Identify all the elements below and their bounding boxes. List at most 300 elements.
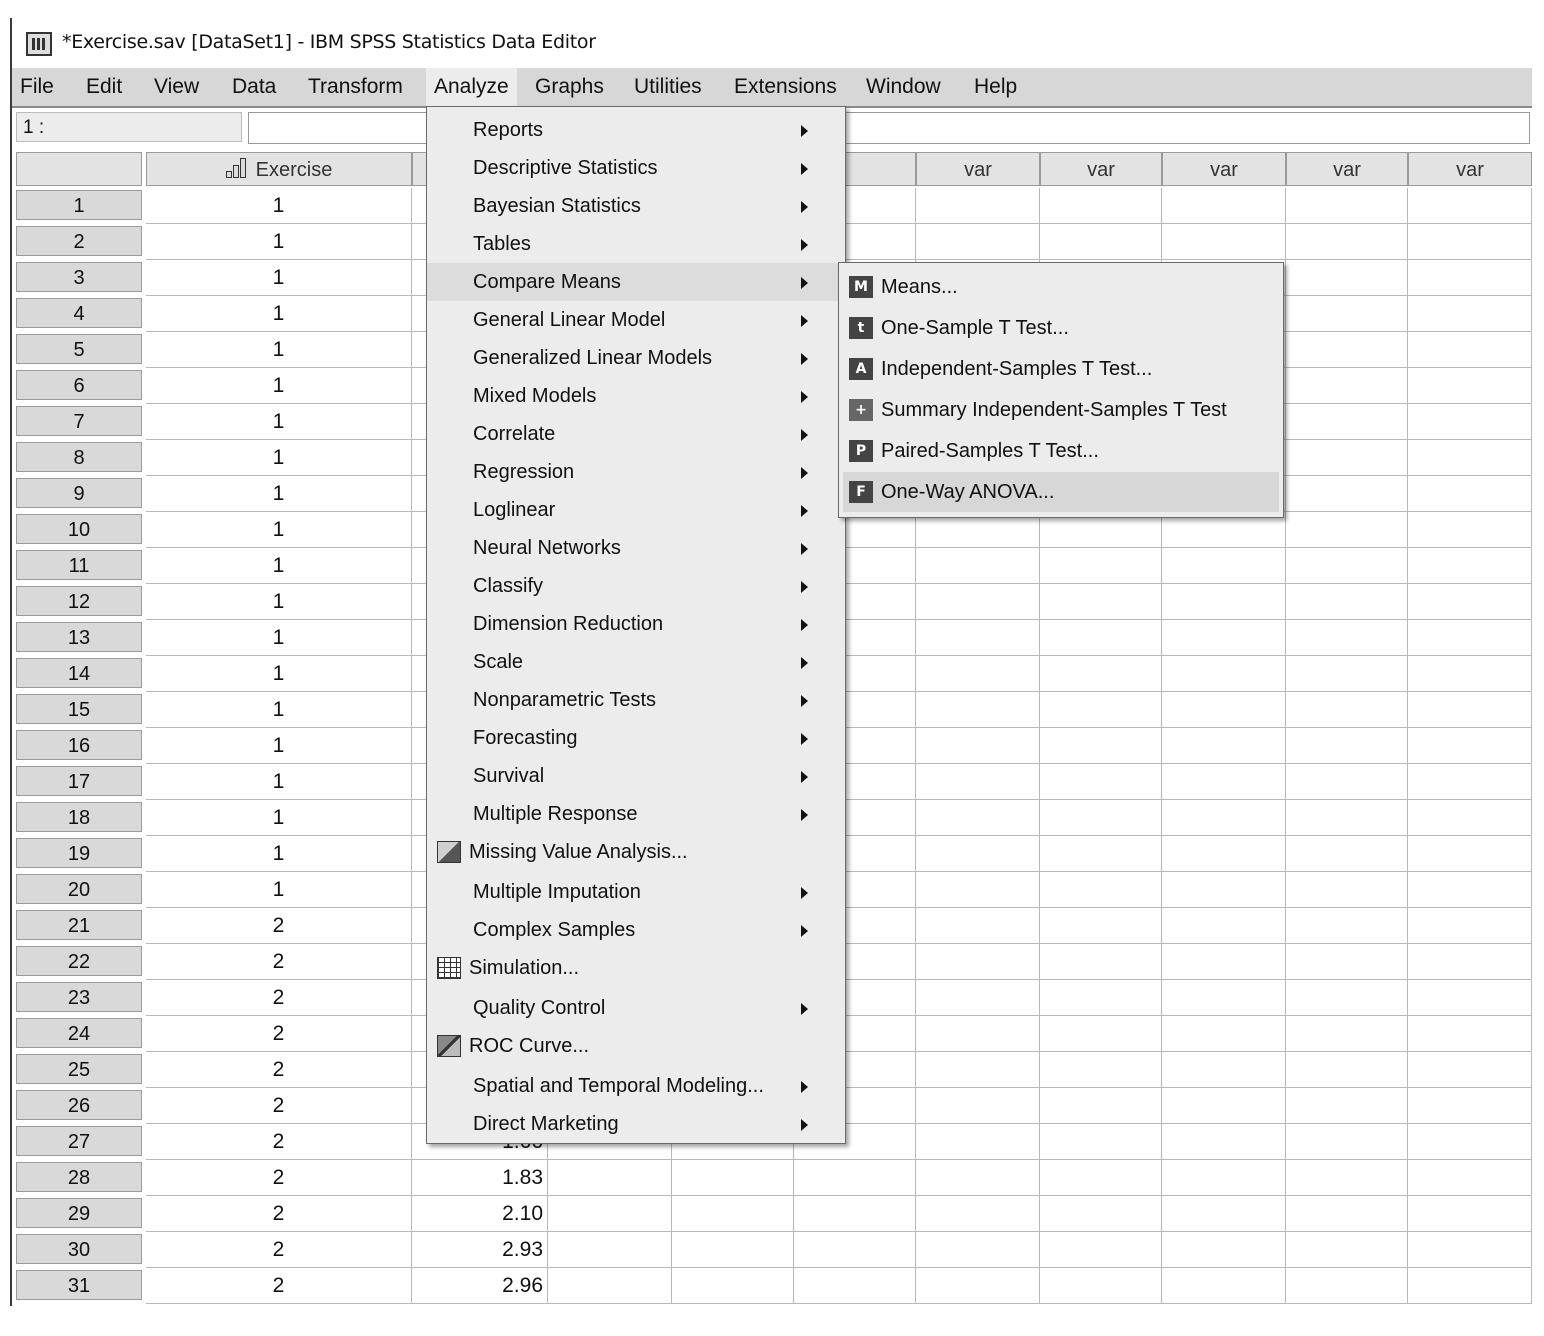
menu-utilities[interactable]: Utilities bbox=[634, 75, 702, 98]
cell-empty[interactable] bbox=[1040, 908, 1162, 944]
cell-empty[interactable] bbox=[548, 1232, 672, 1268]
cell-empty[interactable] bbox=[916, 836, 1040, 872]
cell-empty[interactable] bbox=[1408, 1124, 1532, 1160]
cell-empty[interactable] bbox=[916, 980, 1040, 1016]
cell-exercise[interactable]: 1 bbox=[146, 260, 412, 296]
cell-empty[interactable] bbox=[548, 1160, 672, 1196]
submenu-arrow-icon bbox=[801, 125, 808, 137]
cell-empty[interactable] bbox=[1408, 908, 1532, 944]
menu-item-label: Bayesian Statistics bbox=[473, 195, 641, 217]
submenu-arrow-icon bbox=[801, 239, 808, 251]
cell-empty[interactable] bbox=[1040, 1088, 1162, 1124]
cell-empty[interactable] bbox=[1408, 224, 1532, 260]
cell-empty[interactable] bbox=[1408, 1052, 1532, 1088]
cell-empty[interactable] bbox=[1286, 836, 1408, 872]
column-header-var[interactable]: var bbox=[1408, 152, 1532, 186]
cell-empty[interactable] bbox=[1040, 944, 1162, 980]
cell-exercise[interactable]: 1 bbox=[146, 224, 412, 260]
cell-empty[interactable] bbox=[1408, 1268, 1532, 1304]
cell-exercise[interactable]: 2 bbox=[146, 908, 412, 944]
cell-empty[interactable] bbox=[916, 692, 1040, 728]
nominal-measure-icon bbox=[226, 158, 250, 178]
cell-empty[interactable] bbox=[1408, 1088, 1532, 1124]
cell-empty[interactable] bbox=[1162, 1016, 1286, 1052]
menu-item-label: Quality Control bbox=[473, 997, 606, 1019]
cell-exercise[interactable]: 1 bbox=[146, 656, 412, 692]
cell-empty[interactable] bbox=[1408, 188, 1532, 224]
cell-empty[interactable] bbox=[1162, 1268, 1286, 1304]
cell-empty[interactable] bbox=[1408, 440, 1532, 476]
menu-item-compare-means[interactable] bbox=[427, 263, 845, 301]
row-number[interactable]: 6 bbox=[16, 370, 142, 400]
cell-empty[interactable] bbox=[1408, 1196, 1532, 1232]
cell-empty[interactable] bbox=[1162, 656, 1286, 692]
cell-exercise[interactable]: 1 bbox=[146, 728, 412, 764]
menu-item-label: Multiple Response bbox=[473, 803, 638, 825]
cell-empty[interactable] bbox=[916, 620, 1040, 656]
cell-empty[interactable] bbox=[1408, 800, 1532, 836]
cell-empty[interactable] bbox=[1408, 1232, 1532, 1268]
row-number[interactable]: 3 bbox=[16, 262, 142, 292]
column-header-var[interactable]: var bbox=[1040, 152, 1162, 186]
submenu-item-label: Means... bbox=[881, 276, 958, 298]
cell-empty[interactable] bbox=[1286, 764, 1408, 800]
menu-item-neural-networks[interactable] bbox=[427, 529, 845, 567]
cell-empty[interactable] bbox=[1040, 548, 1162, 584]
cell-empty[interactable] bbox=[1286, 332, 1408, 368]
cell-empty[interactable] bbox=[1162, 692, 1286, 728]
row-number[interactable]: 8 bbox=[16, 442, 142, 472]
cell-empty[interactable] bbox=[1286, 476, 1408, 512]
row-number[interactable]: 2 bbox=[16, 226, 142, 256]
cell-empty[interactable] bbox=[1286, 1052, 1408, 1088]
cell-empty[interactable] bbox=[1286, 1196, 1408, 1232]
cell-empty[interactable] bbox=[1162, 1196, 1286, 1232]
submenu-arrow-icon bbox=[801, 201, 808, 213]
table-row bbox=[12, 1160, 1532, 1196]
cell-empty[interactable] bbox=[1162, 908, 1286, 944]
cell-empty[interactable] bbox=[1408, 764, 1532, 800]
row-number[interactable]: 18 bbox=[16, 802, 142, 832]
menu-extensions[interactable]: Extensions bbox=[734, 75, 837, 98]
row-number[interactable]: 14 bbox=[16, 658, 142, 688]
cell-empty[interactable] bbox=[1040, 728, 1162, 764]
cell-exercise[interactable]: 2 bbox=[146, 1196, 412, 1232]
menu-item-multiple-imputation[interactable] bbox=[427, 873, 845, 911]
cell-empty[interactable] bbox=[1286, 1268, 1408, 1304]
menu-edit[interactable]: Edit bbox=[86, 75, 123, 98]
cell-empty[interactable] bbox=[1040, 1016, 1162, 1052]
cell-empty[interactable] bbox=[1408, 944, 1532, 980]
cell-empty[interactable] bbox=[1408, 332, 1532, 368]
simulation-icon bbox=[437, 957, 461, 979]
menu-item-general-linear-model[interactable] bbox=[427, 301, 845, 339]
missing-value-icon bbox=[437, 841, 461, 863]
cell-empty[interactable] bbox=[1286, 1232, 1408, 1268]
menu-data[interactable]: Data bbox=[232, 75, 277, 98]
menu-item-label: Compare Means bbox=[473, 271, 621, 293]
corner-header[interactable] bbox=[16, 152, 142, 186]
column-header-var[interactable]: var bbox=[1162, 152, 1286, 186]
row-number[interactable]: 19 bbox=[16, 838, 142, 868]
cell-variable2[interactable]: 1.83 bbox=[412, 1160, 548, 1196]
submenu-arrow-icon bbox=[801, 581, 808, 593]
menu-help[interactable]: Help bbox=[974, 75, 1018, 98]
row-number[interactable]: 26 bbox=[16, 1090, 142, 1120]
menu-item-forecasting[interactable] bbox=[427, 719, 845, 757]
menu-item-label: General Linear Model bbox=[473, 309, 666, 331]
cell-exercise[interactable]: 1 bbox=[146, 476, 412, 512]
cell-empty[interactable] bbox=[1162, 548, 1286, 584]
cell-exercise[interactable]: 2 bbox=[146, 1160, 412, 1196]
row-number[interactable]: 29 bbox=[16, 1198, 142, 1228]
menu-item-direct-marketing[interactable] bbox=[427, 1105, 845, 1143]
row-number[interactable]: 9 bbox=[16, 478, 142, 508]
row-number[interactable]: 21 bbox=[16, 910, 142, 940]
cell-empty[interactable] bbox=[1040, 692, 1162, 728]
cell-empty[interactable] bbox=[1162, 764, 1286, 800]
cell-empty[interactable] bbox=[548, 1268, 672, 1304]
cell-empty[interactable] bbox=[916, 944, 1040, 980]
cell-empty[interactable] bbox=[794, 1160, 916, 1196]
cell-empty[interactable] bbox=[1286, 728, 1408, 764]
menu-item-scale[interactable] bbox=[427, 643, 845, 681]
row-number[interactable]: 30 bbox=[16, 1234, 142, 1264]
cell-empty[interactable] bbox=[916, 1268, 1040, 1304]
menu-item-label: Mixed Models bbox=[473, 385, 597, 407]
cell-empty[interactable] bbox=[1162, 1124, 1286, 1160]
cell-empty[interactable] bbox=[1408, 692, 1532, 728]
cell-exercise[interactable]: 1 bbox=[146, 512, 412, 548]
cell-empty[interactable] bbox=[1286, 260, 1408, 296]
menu-item-mixed-models[interactable] bbox=[427, 377, 845, 415]
menu-item-label: Scale bbox=[473, 651, 524, 673]
menu-item-loglinear[interactable] bbox=[427, 491, 845, 529]
row-number[interactable]: 12 bbox=[16, 586, 142, 616]
cell-empty[interactable] bbox=[916, 800, 1040, 836]
column-header-exercise[interactable] bbox=[146, 152, 412, 186]
cell-exercise[interactable]: 2 bbox=[146, 980, 412, 1016]
cell-empty[interactable] bbox=[1408, 584, 1532, 620]
cell-exercise[interactable]: 1 bbox=[146, 692, 412, 728]
column-header-label: Exercise bbox=[255, 159, 333, 181]
row-number[interactable]: 13 bbox=[16, 622, 142, 652]
menu-item-tables[interactable] bbox=[427, 225, 845, 263]
row-number[interactable]: 22 bbox=[16, 946, 142, 976]
cell-empty[interactable] bbox=[1040, 1268, 1162, 1304]
cell-empty[interactable] bbox=[1162, 800, 1286, 836]
row-number[interactable]: 1 bbox=[16, 190, 142, 220]
spss-app-icon bbox=[24, 29, 52, 55]
cell-empty[interactable] bbox=[1286, 692, 1408, 728]
cell-empty[interactable] bbox=[916, 728, 1040, 764]
submenu-arrow-icon bbox=[801, 887, 808, 899]
menu-item-label: Descriptive Statistics bbox=[473, 157, 658, 179]
submenu-arrow-icon bbox=[801, 1003, 808, 1015]
procedure-icon: P bbox=[849, 440, 873, 462]
cell-empty[interactable] bbox=[1286, 1088, 1408, 1124]
cell-empty[interactable] bbox=[1408, 476, 1532, 512]
row-number[interactable]: 10 bbox=[16, 514, 142, 544]
cell-empty[interactable] bbox=[1040, 1160, 1162, 1196]
menu-analyze[interactable]: Analyze bbox=[426, 68, 517, 106]
cell-empty[interactable] bbox=[1286, 1124, 1408, 1160]
cell-empty[interactable] bbox=[672, 1160, 794, 1196]
row-number[interactable]: 15 bbox=[16, 694, 142, 724]
cell-exercise[interactable]: 1 bbox=[146, 872, 412, 908]
cell-empty[interactable] bbox=[916, 1232, 1040, 1268]
cell-empty[interactable] bbox=[916, 584, 1040, 620]
cell-empty[interactable] bbox=[1162, 980, 1286, 1016]
cell-empty[interactable] bbox=[1408, 260, 1532, 296]
row-number[interactable]: 31 bbox=[16, 1270, 142, 1300]
cell-exercise[interactable]: 1 bbox=[146, 836, 412, 872]
cell-empty[interactable] bbox=[1408, 728, 1532, 764]
row-number[interactable]: 24 bbox=[16, 1018, 142, 1048]
cell-empty[interactable] bbox=[1040, 800, 1162, 836]
submenu-arrow-icon bbox=[801, 771, 808, 783]
cell-empty[interactable] bbox=[794, 1268, 916, 1304]
submenu-item-one-sample-t-test[interactable] bbox=[843, 308, 1279, 348]
menu-item-generalized-linear-models[interactable] bbox=[427, 339, 845, 377]
menu-window[interactable]: Window bbox=[866, 75, 941, 98]
cell-empty[interactable] bbox=[916, 656, 1040, 692]
menu-item-multiple-response[interactable] bbox=[427, 795, 845, 833]
cell-empty[interactable] bbox=[916, 1052, 1040, 1088]
cell-exercise[interactable]: 1 bbox=[146, 440, 412, 476]
cell-exercise[interactable]: 1 bbox=[146, 296, 412, 332]
cell-empty[interactable] bbox=[916, 908, 1040, 944]
cell-empty[interactable] bbox=[916, 1016, 1040, 1052]
submenu-arrow-icon bbox=[801, 925, 808, 937]
row-number[interactable]: 25 bbox=[16, 1054, 142, 1084]
window-title: *Exercise.sav [DataSet1] - IBM SPSS Statistics Data Editor bbox=[62, 31, 596, 53]
menu-item-dimension-reduction[interactable] bbox=[427, 605, 845, 643]
cell-empty[interactable] bbox=[1408, 656, 1532, 692]
submenu-item-one-way-anova[interactable] bbox=[843, 472, 1279, 512]
menu-item-label: Nonparametric Tests bbox=[473, 689, 657, 711]
cell-empty[interactable] bbox=[1286, 296, 1408, 332]
cell-variable2[interactable]: 2.10 bbox=[412, 1196, 548, 1232]
cell-empty[interactable] bbox=[1408, 368, 1532, 404]
menu-file[interactable]: File bbox=[20, 75, 54, 98]
cell-empty[interactable] bbox=[1408, 512, 1532, 548]
cell-empty[interactable] bbox=[1162, 1052, 1286, 1088]
row-number[interactable]: 16 bbox=[16, 730, 142, 760]
cell-empty[interactable] bbox=[1040, 1232, 1162, 1268]
cell-empty[interactable] bbox=[1162, 584, 1286, 620]
procedure-icon: + bbox=[849, 399, 873, 421]
row-number[interactable]: 28 bbox=[16, 1162, 142, 1192]
submenu-arrow-icon bbox=[801, 809, 808, 821]
cell-empty[interactable] bbox=[916, 1124, 1040, 1160]
submenu-item-summary-independent-samples-t-test[interactable] bbox=[843, 390, 1279, 430]
menu-item-missing-value-analysis[interactable] bbox=[427, 833, 845, 871]
cell-exercise[interactable]: 1 bbox=[146, 404, 412, 440]
row-number[interactable]: 4 bbox=[16, 298, 142, 328]
cell-empty[interactable] bbox=[1040, 584, 1162, 620]
cell-exercise[interactable]: 1 bbox=[146, 332, 412, 368]
cell-empty[interactable] bbox=[672, 1196, 794, 1232]
cell-empty[interactable] bbox=[1408, 836, 1532, 872]
cell-empty[interactable] bbox=[1286, 1016, 1408, 1052]
menu-graphs[interactable]: Graphs bbox=[535, 75, 604, 98]
menu-item-spatial-and-temporal-modeling[interactable] bbox=[427, 1067, 845, 1105]
cell-empty[interactable] bbox=[1162, 188, 1286, 224]
menu-item-regression[interactable] bbox=[427, 453, 845, 491]
cell-empty[interactable] bbox=[1040, 620, 1162, 656]
menu-item-label: Forecasting bbox=[473, 727, 578, 749]
menu-item-correlate[interactable] bbox=[427, 415, 845, 453]
cell-empty[interactable] bbox=[916, 1196, 1040, 1232]
menu-item-descriptive-statistics[interactable] bbox=[427, 149, 845, 187]
submenu-item-independent-samples-t-test[interactable] bbox=[843, 349, 1279, 389]
cell-empty[interactable] bbox=[1040, 980, 1162, 1016]
menu-item-label: Reports bbox=[473, 119, 544, 141]
cell-empty[interactable] bbox=[672, 1268, 794, 1304]
cell-empty[interactable] bbox=[1408, 1160, 1532, 1196]
cell-exercise[interactable]: 2 bbox=[146, 1088, 412, 1124]
cell-empty[interactable] bbox=[1408, 872, 1532, 908]
cell-empty[interactable] bbox=[1286, 404, 1408, 440]
cell-empty[interactable] bbox=[1162, 1232, 1286, 1268]
menu-view[interactable]: View bbox=[154, 75, 200, 98]
cell-empty[interactable] bbox=[1408, 980, 1532, 1016]
cell-empty[interactable] bbox=[1162, 872, 1286, 908]
cell-empty[interactable] bbox=[1040, 872, 1162, 908]
cell-exercise[interactable]: 2 bbox=[146, 1232, 412, 1268]
cell-exercise[interactable]: 2 bbox=[146, 944, 412, 980]
column-header-var[interactable]: var bbox=[1286, 152, 1408, 186]
submenu-arrow-icon bbox=[801, 277, 808, 289]
menu-item-quality-control[interactable] bbox=[427, 989, 845, 1027]
submenu-item-label: One-Way ANOVA... bbox=[881, 481, 1055, 503]
cell-empty[interactable] bbox=[672, 1232, 794, 1268]
row-number[interactable]: 17 bbox=[16, 766, 142, 796]
row-number[interactable]: 27 bbox=[16, 1126, 142, 1156]
cell-exercise[interactable]: 2 bbox=[146, 1124, 412, 1160]
cell-empty[interactable] bbox=[1286, 548, 1408, 584]
column-header-var[interactable]: var bbox=[916, 152, 1040, 186]
cell-empty[interactable] bbox=[1286, 944, 1408, 980]
menu-item-label: Spatial and Temporal Modeling... bbox=[473, 1075, 764, 1097]
cell-empty[interactable] bbox=[1286, 1160, 1408, 1196]
cell-exercise[interactable]: 1 bbox=[146, 188, 412, 224]
row-number[interactable]: 11 bbox=[16, 550, 142, 580]
cell-empty[interactable] bbox=[1286, 188, 1408, 224]
cell-empty[interactable] bbox=[1286, 512, 1408, 548]
menu-item-bayesian-statistics[interactable] bbox=[427, 187, 845, 225]
cell-empty[interactable] bbox=[1040, 836, 1162, 872]
menu-item-simulation[interactable] bbox=[427, 949, 845, 987]
cell-empty[interactable] bbox=[1162, 224, 1286, 260]
cell-empty[interactable] bbox=[1040, 1052, 1162, 1088]
cell-empty[interactable] bbox=[1408, 296, 1532, 332]
cell-empty[interactable] bbox=[916, 764, 1040, 800]
submenu-arrow-icon bbox=[801, 657, 808, 669]
menu-transform[interactable]: Transform bbox=[308, 75, 403, 98]
row-number[interactable]: 5 bbox=[16, 334, 142, 364]
cell-empty[interactable] bbox=[1162, 1160, 1286, 1196]
menu-item-label: Neural Networks bbox=[473, 537, 621, 559]
cell-empty[interactable] bbox=[1040, 188, 1162, 224]
cell-empty[interactable] bbox=[1408, 620, 1532, 656]
cell-exercise[interactable]: 1 bbox=[146, 368, 412, 404]
cell-empty[interactable] bbox=[916, 224, 1040, 260]
cell-empty[interactable] bbox=[1286, 620, 1408, 656]
cell-empty[interactable] bbox=[1286, 440, 1408, 476]
compare-means-submenu bbox=[838, 262, 1284, 518]
cell-empty[interactable] bbox=[1286, 800, 1408, 836]
cell-variable2[interactable]: 2.96 bbox=[412, 1268, 548, 1304]
cell-empty[interactable] bbox=[548, 1196, 672, 1232]
cell-empty[interactable] bbox=[916, 872, 1040, 908]
row-number[interactable]: 23 bbox=[16, 982, 142, 1012]
cell-empty[interactable] bbox=[916, 548, 1040, 584]
cell-exercise[interactable]: 1 bbox=[146, 620, 412, 656]
menu-item-reports[interactable] bbox=[427, 111, 845, 149]
cell-empty[interactable] bbox=[1040, 764, 1162, 800]
cell-empty[interactable] bbox=[1162, 944, 1286, 980]
cell-exercise[interactable]: 1 bbox=[146, 548, 412, 584]
cell-empty[interactable] bbox=[1408, 404, 1532, 440]
menu-bar bbox=[12, 68, 1532, 108]
cell-empty[interactable] bbox=[1286, 908, 1408, 944]
cell-exercise[interactable]: 1 bbox=[146, 584, 412, 620]
cell-empty[interactable] bbox=[794, 1196, 916, 1232]
submenu-item-means[interactable] bbox=[843, 267, 1279, 307]
cell-empty[interactable] bbox=[1162, 728, 1286, 764]
menu-item-label: Loglinear bbox=[473, 499, 556, 521]
cell-empty[interactable] bbox=[1040, 224, 1162, 260]
cell-empty[interactable] bbox=[1040, 1124, 1162, 1160]
cell-exercise[interactable]: 1 bbox=[146, 764, 412, 800]
cell-empty[interactable] bbox=[1286, 656, 1408, 692]
menu-item-survival[interactable] bbox=[427, 757, 845, 795]
cell-empty[interactable] bbox=[1162, 620, 1286, 656]
cell-exercise[interactable]: 1 bbox=[146, 800, 412, 836]
cell-empty[interactable] bbox=[794, 1232, 916, 1268]
submenu-item-paired-samples-t-test[interactable] bbox=[843, 431, 1279, 471]
cell-empty[interactable] bbox=[1286, 980, 1408, 1016]
row-number[interactable]: 7 bbox=[16, 406, 142, 436]
cell-empty[interactable] bbox=[916, 188, 1040, 224]
title-bar bbox=[12, 18, 1532, 66]
cell-exercise[interactable]: 2 bbox=[146, 1016, 412, 1052]
cell-empty[interactable] bbox=[916, 1088, 1040, 1124]
cell-empty[interactable] bbox=[1286, 368, 1408, 404]
cell-empty[interactable] bbox=[1040, 1196, 1162, 1232]
cell-empty[interactable] bbox=[1286, 584, 1408, 620]
row-number[interactable]: 20 bbox=[16, 874, 142, 904]
cell-exercise[interactable]: 2 bbox=[146, 1052, 412, 1088]
cell-empty[interactable] bbox=[1162, 836, 1286, 872]
cell-empty[interactable] bbox=[916, 1160, 1040, 1196]
cell-exercise[interactable]: 2 bbox=[146, 1268, 412, 1304]
menu-item-nonparametric-tests[interactable] bbox=[427, 681, 845, 719]
menu-item-complex-samples[interactable] bbox=[427, 911, 845, 949]
cell-empty[interactable] bbox=[1162, 1088, 1286, 1124]
cell-empty[interactable] bbox=[1408, 548, 1532, 584]
submenu-arrow-icon bbox=[801, 733, 808, 745]
cell-empty[interactable] bbox=[1286, 872, 1408, 908]
menu-item-roc-curve[interactable] bbox=[427, 1027, 845, 1065]
cell-variable2[interactable]: 2.93 bbox=[412, 1232, 548, 1268]
menu-item-classify[interactable] bbox=[427, 567, 845, 605]
cell-empty[interactable] bbox=[1286, 224, 1408, 260]
cell-empty[interactable] bbox=[1408, 1016, 1532, 1052]
cell-empty[interactable] bbox=[1040, 656, 1162, 692]
